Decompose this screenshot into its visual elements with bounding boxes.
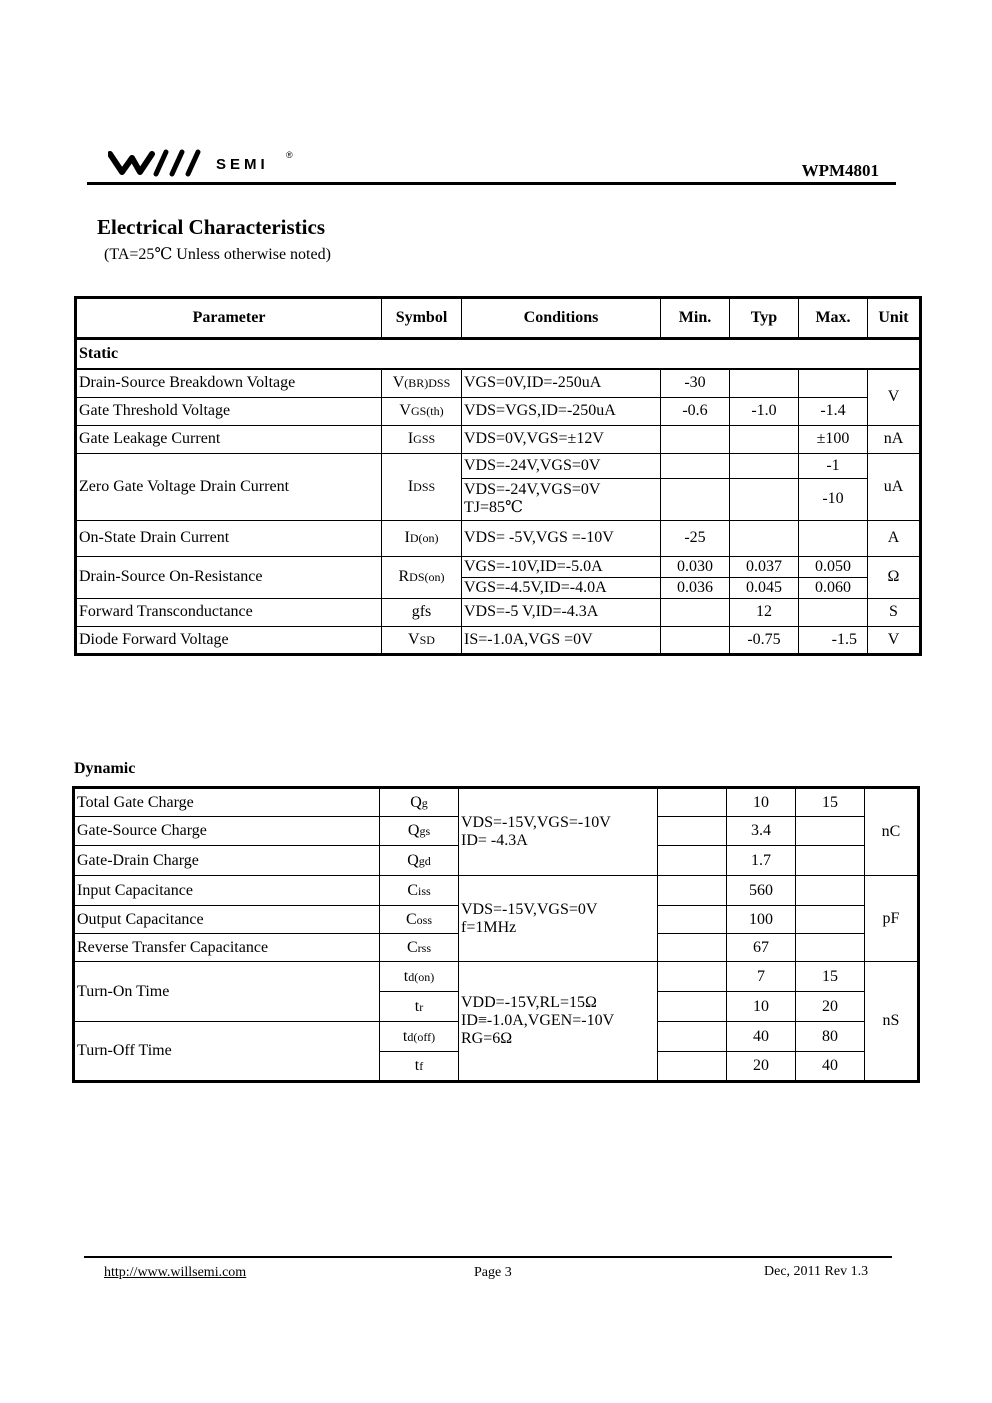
min-cell [661, 453, 730, 478]
typ-cell: 20 [727, 1052, 796, 1082]
typ-cell [730, 453, 799, 478]
param-cell: Drain-Source On-Resistance [76, 556, 382, 598]
section-label-dynamic: Dynamic [74, 760, 136, 777]
max-cell: -10 [799, 478, 868, 520]
table-row [74, 788, 919, 817]
symbol-cell: RDS(on) [382, 556, 462, 598]
symbol-cell: Qgs [380, 817, 459, 846]
unit-cell: nS [865, 962, 919, 1082]
dynamic-characteristics-table [72, 786, 920, 1083]
typ-cell: 0.045 [730, 577, 799, 598]
typ-cell: -0.75 [730, 626, 799, 654]
param-cell: Gate-Drain Charge [74, 846, 380, 876]
param-cell: Diode Forward Voltage [76, 626, 382, 654]
col-header-min: Min. [661, 298, 730, 339]
max-cell: 15 [796, 962, 865, 992]
footer-link[interactable]: http://www.willsemi.com [104, 1265, 247, 1280]
table-row [76, 369, 921, 397]
logo-wordmark: SEMI [216, 156, 269, 173]
param-cell: Gate Leakage Current [76, 425, 382, 453]
static-characteristics-table [74, 296, 922, 656]
willsemi-logo [108, 148, 218, 178]
section-row-static [76, 339, 921, 370]
symbol-cell: gfs [382, 598, 462, 626]
typ-cell: 100 [727, 906, 796, 934]
min-cell: 0.030 [661, 556, 730, 577]
typ-cell: 10 [727, 992, 796, 1022]
unit-cell: nA [868, 425, 921, 453]
param-cell: Forward Transconductance [76, 598, 382, 626]
col-header-max: Max. [799, 298, 868, 339]
condition-cell: VGS=-10V,ID=-5.0A [462, 556, 661, 577]
min-cell [658, 788, 727, 817]
typ-cell: -1.0 [730, 397, 799, 425]
min-cell [658, 992, 727, 1022]
col-header-symbol: Symbol [382, 298, 462, 339]
max-cell [799, 598, 868, 626]
typ-cell [730, 478, 799, 520]
param-cell: Output Capacitance [74, 906, 380, 934]
symbol-cell: Ciss [380, 876, 459, 906]
symbol-cell: td(off) [380, 1022, 459, 1052]
col-header-conditions: Conditions [462, 298, 661, 339]
max-cell: 15 [796, 788, 865, 817]
symbol-cell: Qg [380, 788, 459, 817]
typ-cell [730, 369, 799, 397]
unit-cell: uA [868, 453, 921, 520]
param-cell: Reverse Transfer Capacitance [74, 934, 380, 962]
min-cell [661, 478, 730, 520]
condition-cell: VDD=-15V,RL=15Ω ID≡-1.0A,VGEN=-10V RG=6Ω [459, 962, 658, 1082]
min-cell [661, 626, 730, 654]
typ-cell: 3.4 [727, 817, 796, 846]
typ-cell: 7 [727, 962, 796, 992]
table-row [74, 876, 919, 906]
typ-cell: 40 [727, 1022, 796, 1052]
condition-cell: VDS=0V,VGS=±12V [462, 425, 661, 453]
page-number: Page 3 [474, 1265, 512, 1280]
param-cell: Turn-Off Time [74, 1022, 380, 1082]
typ-cell [730, 425, 799, 453]
table-row [76, 626, 921, 654]
table-row [76, 520, 921, 556]
max-cell: 80 [796, 1022, 865, 1052]
table-row [76, 556, 921, 577]
symbol-cell: Qgd [380, 846, 459, 876]
page-title: Electrical Characteristics [97, 215, 325, 239]
min-cell [658, 1052, 727, 1082]
unit-cell: S [868, 598, 921, 626]
min-cell [658, 934, 727, 962]
section-label-static: Static [76, 339, 921, 370]
table-row [76, 598, 921, 626]
table-row [76, 425, 921, 453]
table-row [76, 397, 921, 425]
typ-cell: 12 [730, 598, 799, 626]
min-cell [658, 817, 727, 846]
min-cell [658, 846, 727, 876]
param-cell: Zero Gate Voltage Drain Current [76, 453, 382, 520]
symbol-cell: Coss [380, 906, 459, 934]
min-cell [658, 1022, 727, 1052]
param-cell: Turn-On Time [74, 962, 380, 1022]
max-cell: -1.5 [799, 626, 868, 654]
table-row [74, 962, 919, 992]
max-cell: 20 [796, 992, 865, 1022]
condition-cell: VGS=-4.5V,ID=-4.0A [462, 577, 661, 598]
max-cell [796, 817, 865, 846]
typ-cell: 560 [727, 876, 796, 906]
part-number: WPM4801 [801, 161, 879, 180]
min-cell: -25 [661, 520, 730, 556]
unit-cell: pF [865, 876, 919, 962]
param-cell: Input Capacitance [74, 876, 380, 906]
symbol-cell: Crss [380, 934, 459, 962]
symbol-cell: IGSS [382, 425, 462, 453]
condition-cell: VGS=0V,ID=-250uA [462, 369, 661, 397]
param-cell: On-State Drain Current [76, 520, 382, 556]
max-cell: ±100 [799, 425, 868, 453]
symbol-cell: IDSS [382, 453, 462, 520]
typ-cell [730, 520, 799, 556]
condition-cell: VDS=-24V,VGS=0V [462, 453, 661, 478]
page-subtitle: (TA=25℃ Unless otherwise noted) [104, 246, 331, 263]
param-cell: Gate-Source Charge [74, 817, 380, 846]
unit-cell: V [868, 626, 921, 654]
symbol-cell: ID(on) [382, 520, 462, 556]
max-cell [796, 846, 865, 876]
min-cell: -30 [661, 369, 730, 397]
condition-cell: IS=-1.0A,VGS =0V [462, 626, 661, 654]
max-cell [796, 876, 865, 906]
max-cell [799, 369, 868, 397]
min-cell: 0.036 [661, 577, 730, 598]
typ-cell: 1.7 [727, 846, 796, 876]
symbol-cell: tr [380, 992, 459, 1022]
max-cell: 0.060 [799, 577, 868, 598]
table-row [76, 453, 921, 478]
condition-cell: VDS= -5V,VGS =-10V [462, 520, 661, 556]
col-header-typ: Typ [730, 298, 799, 339]
min-cell [661, 425, 730, 453]
typ-cell: 67 [727, 934, 796, 962]
min-cell [658, 962, 727, 992]
min-cell [658, 876, 727, 906]
symbol-cell: tf [380, 1052, 459, 1082]
registered-mark: ® [286, 150, 293, 160]
col-header-parameter: Parameter [76, 298, 382, 339]
symbol-cell: VSD [382, 626, 462, 654]
min-cell: -0.6 [661, 397, 730, 425]
unit-cell: V [868, 369, 921, 425]
max-cell [796, 934, 865, 962]
max-cell: -1.4 [799, 397, 868, 425]
max-cell: 0.050 [799, 556, 868, 577]
footer-rule [84, 1256, 892, 1258]
typ-cell: 0.037 [730, 556, 799, 577]
col-header-unit: Unit [868, 298, 921, 339]
param-cell: Total Gate Charge [74, 788, 380, 817]
param-cell: Drain-Source Breakdown Voltage [76, 369, 382, 397]
max-cell: 40 [796, 1052, 865, 1082]
max-cell [796, 906, 865, 934]
symbol-cell: VGS(th) [382, 397, 462, 425]
header-rule [87, 182, 896, 185]
typ-cell: 10 [727, 788, 796, 817]
condition-cell: VDS=-24V,VGS=0V TJ=85℃ [462, 478, 661, 520]
unit-cell: nC [865, 788, 919, 876]
revision-date: Dec, 2011 Rev 1.3 [764, 1264, 869, 1279]
min-cell [658, 906, 727, 934]
unit-cell: A [868, 520, 921, 556]
symbol-cell: V(BR)DSS [382, 369, 462, 397]
condition-cell: VDS=-15V,VGS=0V f=1MHz [459, 876, 658, 962]
unit-cell: Ω [868, 556, 921, 598]
max-cell [799, 520, 868, 556]
param-cell: Gate Threshold Voltage [76, 397, 382, 425]
symbol-cell: td(on) [380, 962, 459, 992]
condition-cell: VDS=-15V,VGS=-10V ID= -4.3A [459, 788, 658, 876]
condition-cell: VDS=VGS,ID=-250uA [462, 397, 661, 425]
max-cell: -1 [799, 453, 868, 478]
table-header-row [76, 298, 921, 339]
condition-cell: VDS=-5 V,ID=-4.3A [462, 598, 661, 626]
min-cell [661, 598, 730, 626]
